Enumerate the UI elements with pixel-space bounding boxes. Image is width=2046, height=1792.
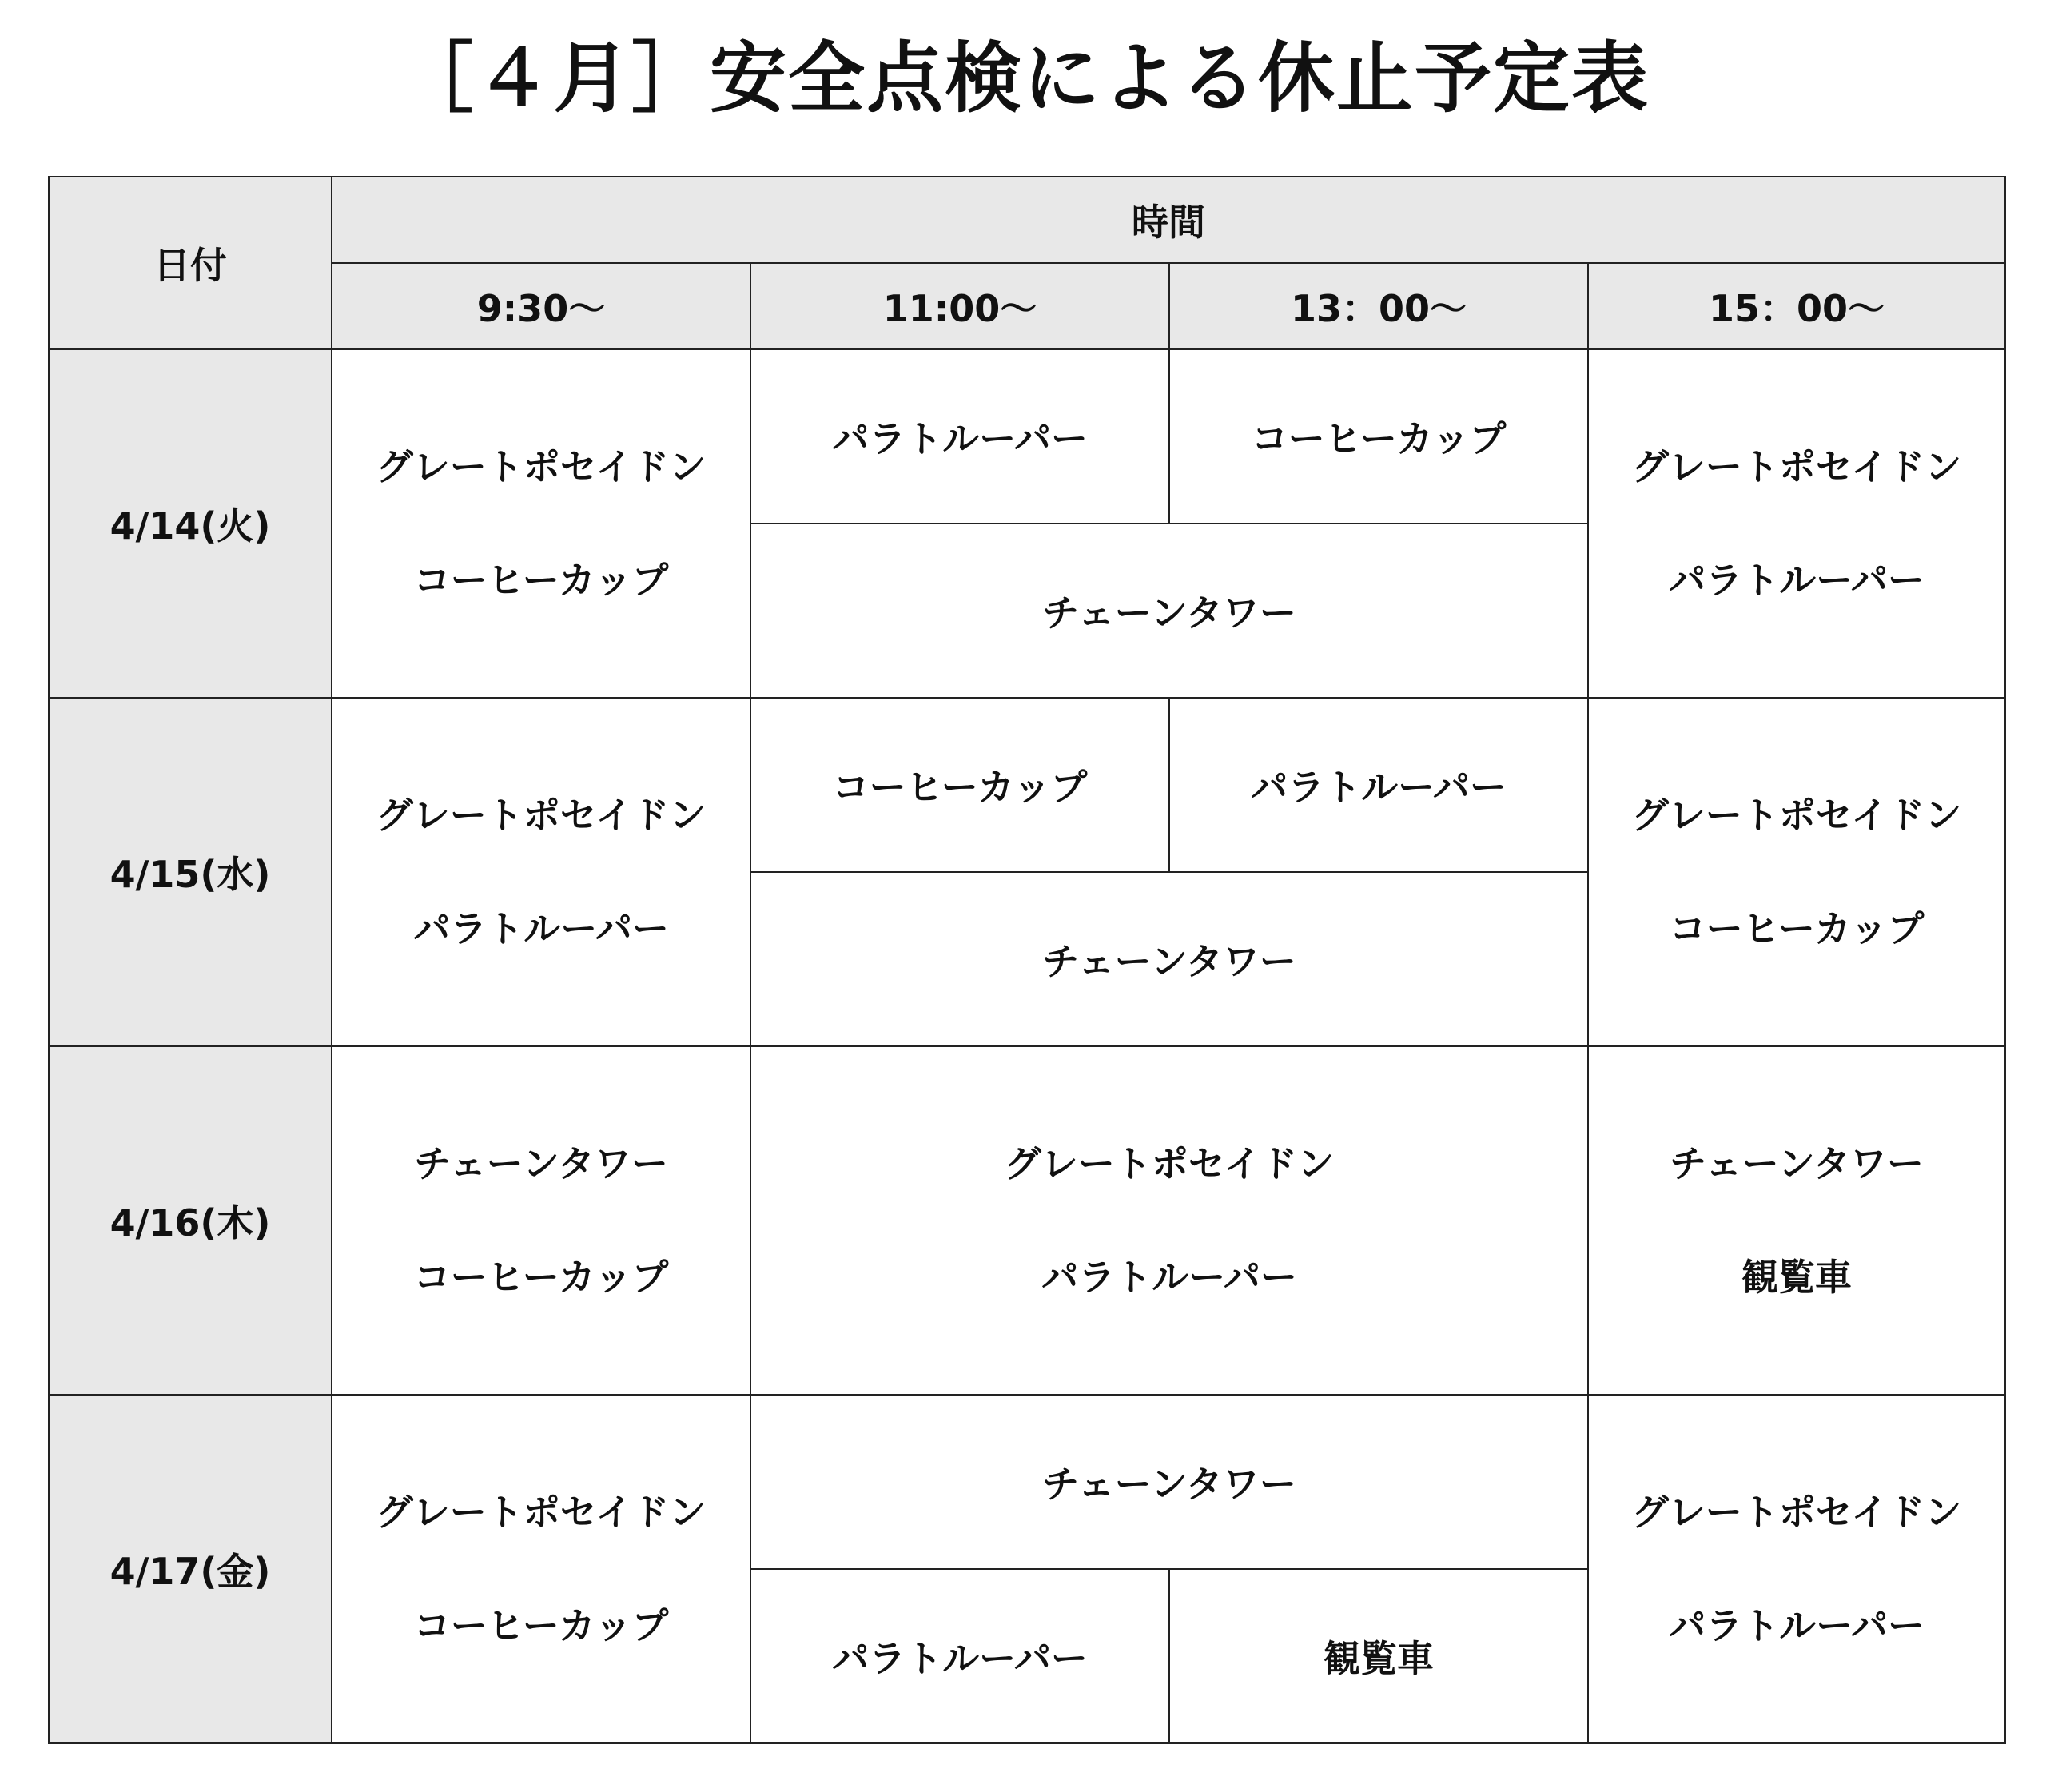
slot-cell: チェーンタワー xyxy=(750,1395,1588,1569)
table-row xyxy=(49,1046,2005,1395)
date-cell: 4/16(木) xyxy=(49,1046,332,1395)
attraction-name: パラトルーパー xyxy=(1669,559,1925,602)
attraction-name: グレートポセイドン xyxy=(376,794,707,837)
slot-cell xyxy=(332,1046,750,1395)
slot-cell: コーヒーカップ xyxy=(1169,349,1588,524)
page-title: ［４月］安全点検による休止予定表 xyxy=(396,34,1650,123)
slot-cell xyxy=(1588,698,2005,1046)
date-cell: 4/15(水) xyxy=(49,698,332,1046)
attraction-name: チェーンタワー xyxy=(414,1142,668,1185)
slot-cell: コーヒーカップ xyxy=(750,698,1169,872)
slot-cell: 観覧車 xyxy=(1169,1569,1588,1743)
slot-header-3: 13：00～ xyxy=(1169,263,1588,349)
attraction-name: 観覧車 xyxy=(1741,1256,1852,1299)
attraction-name: パラトルーパー xyxy=(413,907,669,950)
attraction-name: コーヒーカップ xyxy=(413,559,669,602)
header-row-top xyxy=(49,177,2005,263)
date-header: 日付 xyxy=(49,177,332,349)
slot-cell xyxy=(750,1046,1588,1395)
attraction-name: グレートポセイドン xyxy=(1631,794,1962,837)
attraction-name: コーヒーカップ xyxy=(1669,907,1925,950)
slot-cell: チェーンタワー xyxy=(750,524,1588,698)
attraction-name: グレートポセイドン xyxy=(376,1491,707,1534)
slot-cell xyxy=(332,698,750,1046)
slot-header-4: 15：00～ xyxy=(1588,263,2005,349)
slot-cell: チェーンタワー xyxy=(750,872,1588,1046)
header-row-slots xyxy=(49,263,2005,349)
attraction-name: グレートポセイドン xyxy=(1631,1491,1962,1534)
slot-header-1: 9:30～ xyxy=(332,263,750,349)
table-row xyxy=(49,698,2005,872)
schedule-table xyxy=(48,176,2006,1744)
slot-header-2: 11:00～ xyxy=(750,263,1169,349)
date-cell: 4/17(金) xyxy=(49,1395,332,1743)
table-row xyxy=(49,1395,2005,1569)
time-header: 時間 xyxy=(332,177,2005,263)
attraction-name: パラトルーパー xyxy=(1041,1256,1297,1299)
slot-cell: パラトルーパー xyxy=(1169,698,1588,872)
table-row xyxy=(49,349,2005,524)
attraction-name: グレートポセイドン xyxy=(1004,1142,1335,1185)
attraction-name: パラトルーパー xyxy=(1669,1604,1925,1647)
slot-cell xyxy=(1588,349,2005,698)
slot-cell: パラトルーパー xyxy=(750,1569,1169,1743)
attraction-name: グレートポセイドン xyxy=(1631,445,1962,488)
attraction-name: コーヒーカップ xyxy=(413,1604,669,1647)
attraction-name: コーヒーカップ xyxy=(413,1256,669,1299)
attraction-name: グレートポセイドン xyxy=(376,445,707,488)
slot-cell xyxy=(1588,1395,2005,1743)
slot-cell: パラトルーパー xyxy=(750,349,1169,524)
slot-cell xyxy=(332,1395,750,1743)
slot-cell xyxy=(332,349,750,698)
date-cell: 4/14(火) xyxy=(49,349,332,698)
attraction-name: チェーンタワー xyxy=(1670,1142,1924,1185)
slot-cell xyxy=(1588,1046,2005,1395)
